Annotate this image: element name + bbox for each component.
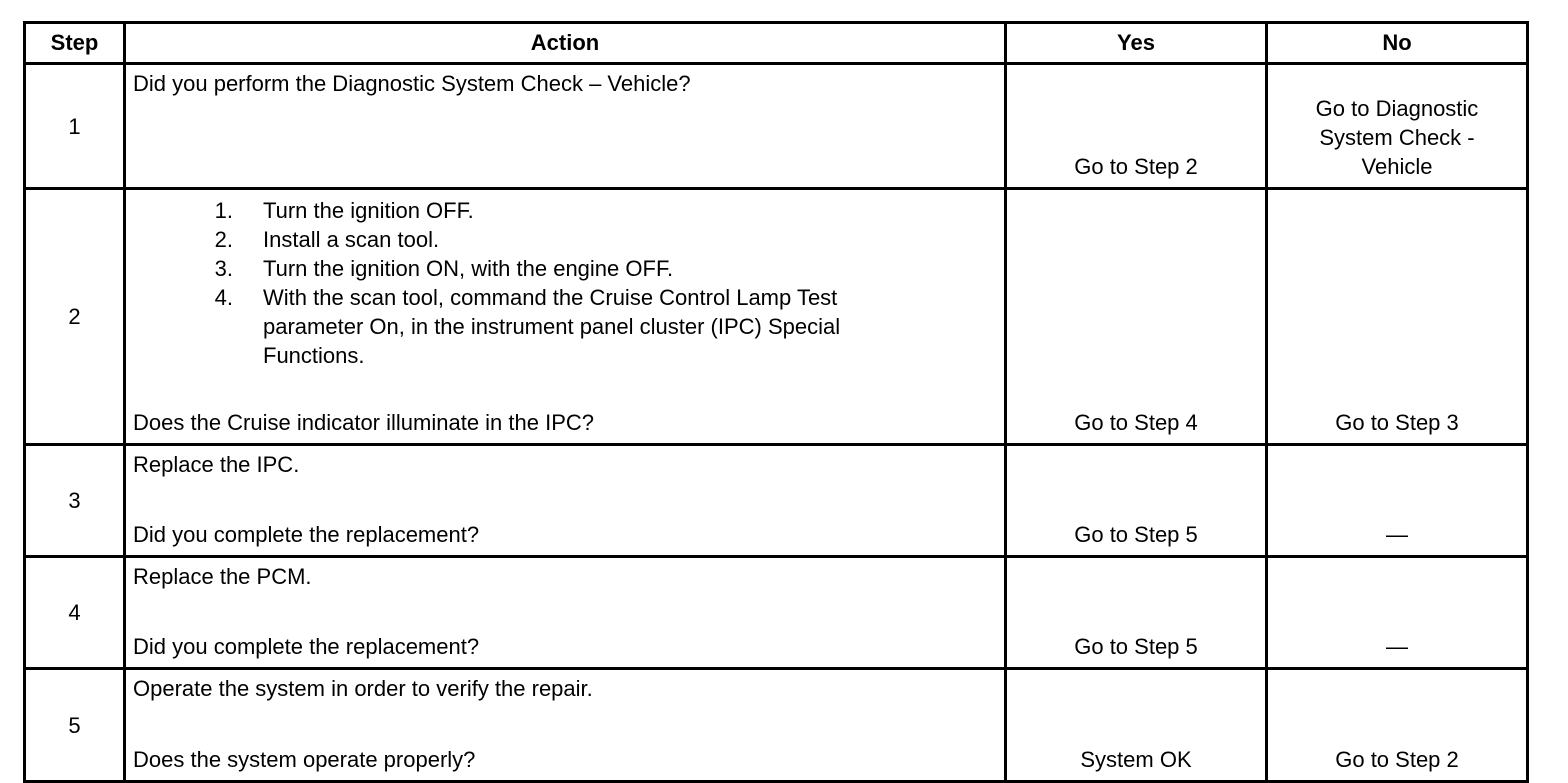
list-item-text: Turn the ignition OFF. xyxy=(263,198,474,223)
table-row xyxy=(25,557,1528,669)
diagnostic-table xyxy=(23,21,1529,783)
no-cell: — xyxy=(1267,557,1528,669)
list-item xyxy=(133,283,996,370)
step-number: 1 xyxy=(25,64,125,189)
action-content xyxy=(133,674,996,774)
action-content xyxy=(133,450,996,549)
list-item-text: Turn the ignition ON, with the engine OFF. xyxy=(263,256,674,281)
action-question: Did you complete the replacement? xyxy=(133,522,480,547)
table-row xyxy=(25,64,1528,189)
action-content xyxy=(133,562,996,661)
no-cell: Go to Step 3 xyxy=(1267,189,1528,445)
list-item-text: Install a scan tool. xyxy=(263,227,440,252)
action-content xyxy=(133,194,996,437)
step-number: 4 xyxy=(25,557,125,669)
no-cell-text: Go to Diagnostic System Check - Vehicle xyxy=(1315,96,1479,179)
action-intro: Operate the system in order to verify the repair. xyxy=(133,676,593,701)
list-item xyxy=(133,225,996,254)
list-item-number: 4. xyxy=(214,285,233,310)
yes-cell: Go to Step 2 xyxy=(1006,64,1267,189)
table-row xyxy=(25,669,1528,782)
action-intro: Did you perform the Diagnostic System Check – Vehicle? xyxy=(133,71,691,96)
list-item-number: 3. xyxy=(214,256,233,281)
action-question: Does the system operate properly? xyxy=(133,747,476,772)
yes-cell: System OK xyxy=(1006,669,1267,782)
action-cell xyxy=(125,64,1006,189)
action-cell xyxy=(125,445,1006,557)
table-row xyxy=(25,189,1528,445)
no-cell: Go to Step 2 xyxy=(1267,669,1528,782)
action-cell xyxy=(125,557,1006,669)
list-item-number: 1. xyxy=(214,198,233,223)
action-cell xyxy=(125,669,1006,782)
step-number: 2 xyxy=(25,189,125,445)
header-row xyxy=(25,23,1528,64)
step-number: 5 xyxy=(25,669,125,782)
list-item xyxy=(133,196,996,225)
procedure-list xyxy=(133,196,996,370)
step-number: 3 xyxy=(25,445,125,557)
header-no: No xyxy=(1267,23,1528,64)
list-item-text: With the scan tool, command the Cruise Control Lamp Test parameter On, in the instrument panel cluster (IPC) Special Functions. xyxy=(263,285,841,368)
action-question: Did you complete the replacement? xyxy=(133,634,480,659)
yes-cell: Go to Step 5 xyxy=(1006,445,1267,557)
list-item-number: 2. xyxy=(214,227,233,252)
yes-cell: Go to Step 4 xyxy=(1006,189,1267,445)
action-cell xyxy=(125,189,1006,445)
list-item xyxy=(133,254,996,283)
table-row xyxy=(25,445,1528,557)
action-question: Does the Cruise indicator illuminate in the IPC? xyxy=(133,410,595,435)
yes-cell: Go to Step 5 xyxy=(1006,557,1267,669)
header-yes: Yes xyxy=(1006,23,1267,64)
action-intro: Replace the IPC. xyxy=(133,452,300,477)
action-intro: Replace the PCM. xyxy=(133,564,312,589)
header-action: Action xyxy=(125,23,1006,64)
header-step: Step xyxy=(25,23,125,64)
no-cell: — xyxy=(1267,445,1528,557)
no-cell xyxy=(1267,64,1528,189)
